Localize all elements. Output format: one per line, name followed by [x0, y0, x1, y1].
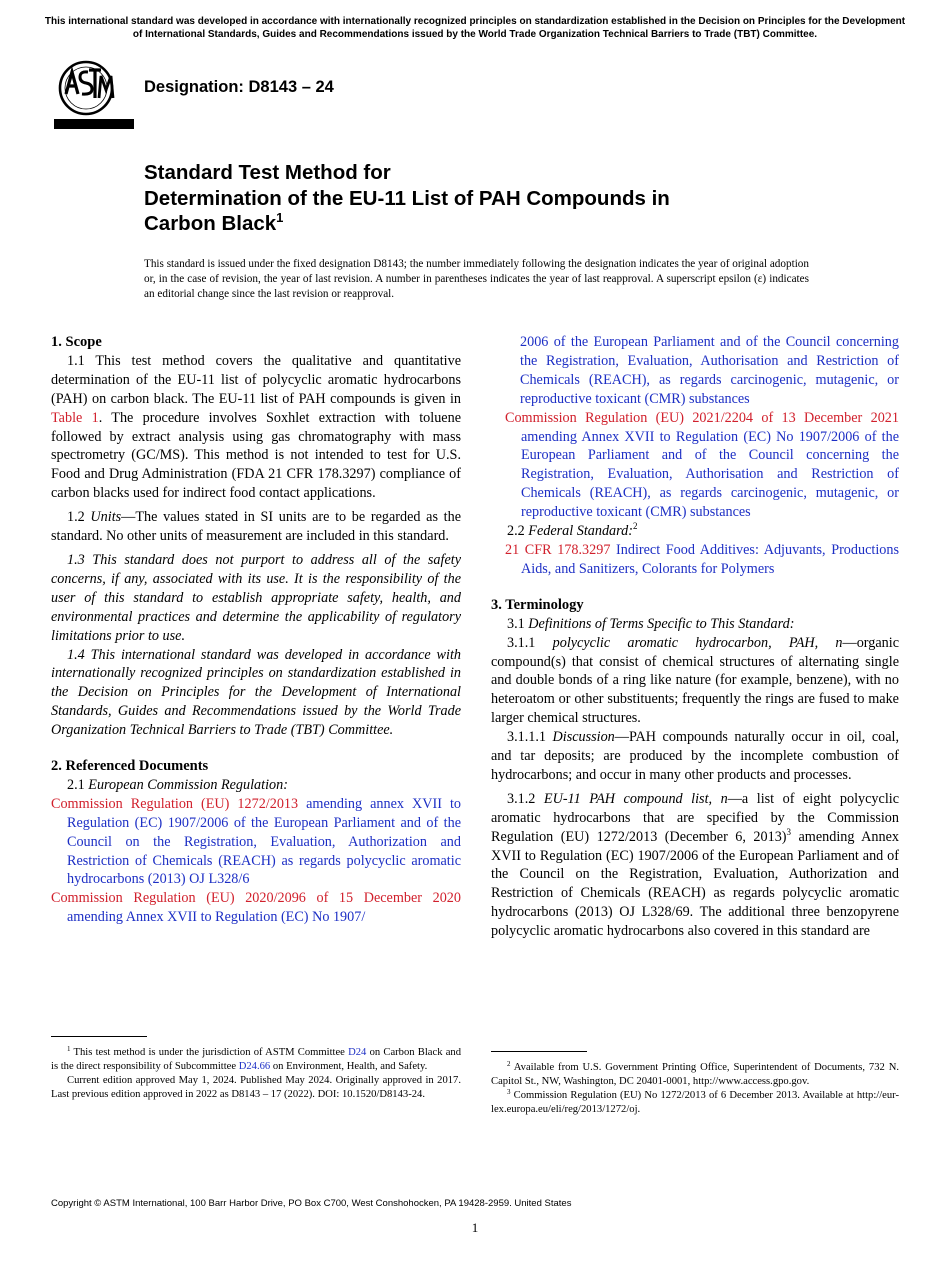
title-line-1: Standard Test Method for — [144, 161, 391, 184]
section-2-1-title: European Commission Regulation: — [88, 776, 288, 793]
reference-3-id-link[interactable]: Commission Regulation (EU) 2021/2204 of 13 December 2021 — [505, 409, 899, 426]
reference-2-text-a[interactable]: amending Annex XVII to Regulation (EC) No 1907/ — [67, 909, 366, 926]
section-3-1-title: Definitions of Terms Specific to This Standard: — [528, 615, 795, 632]
title-line-3 — [144, 211, 844, 237]
footnote-1-mark: 1 — [67, 1045, 71, 1053]
section-3-1-2-text-a: —a list of eight polycyclic aromatic hydrocarbons that are specified by the Commission Regulation (EU) 1272/2013 (December 6, 2013) — [491, 790, 900, 845]
reference-3 — [505, 409, 899, 522]
section-3-1 — [491, 615, 899, 634]
scope-1-2-num: 1.2 — [67, 509, 91, 526]
reference-4 — [505, 541, 899, 579]
section-3-1-1-1-num: 3.1.1.1 — [507, 729, 553, 746]
top-notice: This international standard was developed in accordance with internationally recognized principles on standardization established in the Decision on Principles for the Development of International Standards, Guides and Recommendations issued by the World Trade Organization Technical Barriers to Trade (TBT) Committee. — [44, 16, 906, 40]
section-2-2-title: Federal Standard: — [528, 523, 633, 540]
footnotes-left — [51, 1046, 461, 1102]
footnote-3-mark: 3 — [507, 1088, 511, 1096]
scope-1-2-term: Units — [90, 509, 122, 526]
scope-1-2-text: —The values stated in SI units are to be regarded as the standard. No other units of measurement are included in this standard. — [51, 509, 462, 545]
footnote-1-edition: Current edition approved May 1, 2024. Published May 2024. Originally approved in 2017. Last previous edition approved in 2022 as D8143 – 17 (2022). DOI: 10.1520/D8143-24. — [51, 1075, 461, 1100]
reference-1-id-link[interactable]: Commission Regulation (EU) 1272/2013 — [51, 795, 299, 812]
terminology-heading: 3. Terminology — [491, 596, 584, 613]
section-3-1-1-1 — [491, 728, 899, 785]
footnotes-right — [491, 1061, 899, 1117]
reference-4-text[interactable]: Indirect Food Additives: Adjuvants, Productions Aids, and Sanitizers, Colorants for Polymers — [521, 541, 899, 577]
reference-2-id-link[interactable]: Commission Regulation (EU) 2020/2096 of 15 December 2020 — [51, 890, 461, 907]
page-number: 1 — [471, 1220, 479, 1235]
document-title — [144, 160, 844, 237]
section-2-2-footnote-mark: 2 — [632, 521, 638, 532]
footnote-3 — [491, 1089, 899, 1117]
left-column — [51, 333, 461, 927]
issuance-statement: This standard is issued under the fixed designation D8143; the number immediately following the designation indicates the year of original adoption or, in the case of revision, the year of last revision. A number in parentheses indicates the year of last reapproval. A superscript epsilon (ε) indicates an editorial change since the last revision or reapproval. — [144, 258, 809, 300]
scope-1-1-text-b: . The procedure involves Soxhlet extraction with toluene followed by extract analysis using gas chromatography with mass spectrometry (GC/MS). This method is not intended to test for U.S. Food and Drug Administration (FDA 21 CFR 178.3297) compliance of carbon blacks used for indirect food contact applications. — [51, 409, 461, 502]
designation: Designation: D8143 – 24 — [144, 78, 334, 96]
footnote-2-text: Available from U.S. Government Printing Office, Superintendent of Documents, 732 N. Capitol St., NW, Washington, DC 20401-0001, http://www.access.gpo.gov. — [491, 1062, 899, 1087]
section-3-1-1 — [491, 634, 899, 729]
astm-international-logo — [53, 58, 135, 130]
reference-2-continued[interactable]: 2006 of the European Parliament and of the Council concerning the Registration, Evaluation, Authorisation and Restriction of Chemicals (REACH), as regards carcinogenic, mutagenic, or reproductive toxicant (CMR) substances — [520, 334, 899, 407]
footnote-rule-right — [491, 1051, 587, 1052]
footnote-3-text: Commission Regulation (EU) No 1272/2013 of 6 December 2013. Available at http://eur-lex.europa.eu/eli/reg/2013/1272/oj. — [491, 1090, 899, 1115]
referenced-documents-heading: 2. Referenced Documents — [51, 758, 209, 775]
section-3-1-2 — [491, 790, 899, 941]
subcommittee-d24-66-link[interactable]: D24.66 — [238, 1061, 271, 1072]
committee-d24-link[interactable]: D24 — [348, 1047, 367, 1058]
section-3-1-2-num: 3.1.2 — [507, 790, 544, 807]
footnote-1-text-b: on Carbon Black and is the direct responsibility of Subcommittee — [51, 1047, 461, 1072]
footnote-2 — [491, 1061, 899, 1089]
scope-1-4-text: 1.4 This international standard was developed in accordance with internationally recognized principles on standardization established in the Decision on Principles for the Development of International Standards, Guides and Recommendations issued by the World Trade Organization Technical Barriers to Trade (TBT) Committee. — [51, 646, 461, 739]
scope-1-3 — [51, 551, 461, 646]
section-2-1-num: 2.1 — [67, 776, 89, 793]
table-1-link[interactable]: Table 1 — [51, 409, 99, 426]
right-column — [491, 333, 899, 941]
title-footnote-mark: 1 — [276, 210, 284, 225]
section-3-1-2-term: EU-11 PAH compound list, n — [543, 790, 728, 807]
section-3-1-2-footnote-mark: 3 — [786, 826, 792, 837]
reference-3-text[interactable]: amending Annex XVII to Regulation (EC) No 1907/2006 of the European Parliament and of the Council concerning the Registration, Evaluation, Authorisation and Restriction of Chemicals (REACH), as regards carcinogenic, mutagenic, or reproductive toxicant (CMR) substances — [521, 428, 899, 521]
footnote-1-text-c: on Environment, Health, and Safety. — [270, 1061, 428, 1072]
section-3-1-1-term: polycyclic aromatic hydrocarbon, PAH, n — [552, 634, 843, 651]
section-3-1-num: 3.1 — [507, 615, 529, 632]
section-3-1-1-text: —organic compound(s) that consist of chemical structures of alternating single and double bonds of a ring like nature (for example, benzene), with no heteroatom or other substituents; frequently the rings are fused to make larger chemical structures. — [491, 634, 899, 727]
title-line-2: Determination of the EU-11 List of PAH Compounds in — [144, 186, 670, 210]
footnote-1-text-a: This test method is under the jurisdiction of ASTM Committee — [70, 1047, 349, 1058]
scope-1-4 — [51, 646, 461, 741]
section-2-2-num: 2.2 — [507, 523, 529, 540]
reference-2-start — [51, 889, 461, 927]
footnote-1 — [51, 1046, 461, 1074]
section-3-1-1-1-term: Discussion — [552, 729, 615, 746]
copyright-notice: Copyright © ASTM International, 100 Barr Harbor Drive, PO Box C700, West Conshohocken, PA 19428-2959. United States — [51, 1198, 572, 1209]
footnote-2-mark: 2 — [507, 1060, 511, 1068]
scope-1-3-text: 1.3 This standard does not purport to address all of the safety concerns, if any, associated with its use. It is the responsibility of the user of this standard to establish appropriate safety, health, and environmental practices and determine the applicability of regulatory limitations prior to use. — [51, 551, 461, 644]
scope-1-1 — [51, 352, 461, 503]
scope-1-1-text-a: 1.1 This test method covers the qualitative and quantitative determination of the EU-11 list of polycyclic aromatic hydrocarbons (PAH) on carbon black. The EU-11 list of PAH compounds is given in — [51, 352, 461, 407]
section-3-1-1-num: 3.1.1 — [507, 634, 553, 651]
section-2-2 — [491, 522, 899, 541]
section-3-1-1-1-text: —PAH compounds naturally occur in oil, coal, and tar deposits; are produced by the incomplete combustion of hydrocarbons; and occur in many other products and processes. — [491, 729, 899, 783]
reference-4-id-link[interactable]: 21 CFR 178.3297 — [505, 541, 611, 558]
reference-1-text[interactable]: amending annex XVII to Regulation (EC) 1907/2006 of the European Parliament and of the Council on the Registration, Evaluation, Authorization and Restriction of Chemicals (REACH) as regards polycyclic aromatic hydrocarbons (2013) OJ L328/6 — [67, 795, 461, 888]
section-3-1-2-text-b: amending Annex XVII to Regulation (EC) 1907/2006 of the European Parliament and of the Council on the Registration, Evaluation, Authorization and Restriction of Chemicals (REACH) as regards polycyclic aromatic hydrocarbons (2013) OJ L328/69. The additional three benzopyrene polycyclic aromatic hydrocarbons also covered in this standard are — [491, 828, 899, 940]
footnote-rule-left — [51, 1036, 147, 1037]
title-line-3-text: Carbon Black — [144, 212, 277, 235]
reference-1 — [51, 795, 461, 890]
scope-heading: 1. Scope — [51, 334, 102, 350]
scope-1-2 — [51, 508, 461, 546]
section-2-1 — [51, 776, 461, 795]
